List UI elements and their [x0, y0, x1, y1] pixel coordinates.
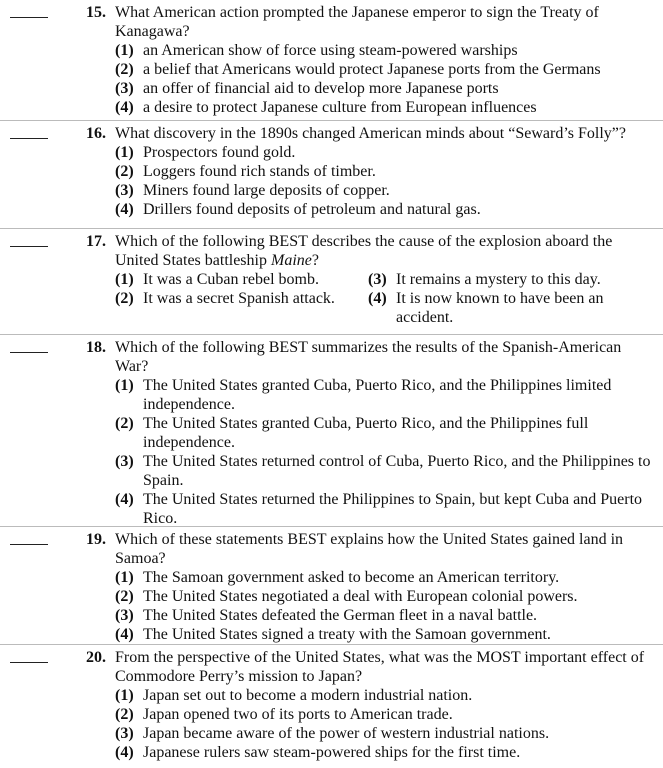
- option-text: The United States granted Cuba, Puerto Rico, and the Philippines full independence.: [143, 415, 589, 451]
- stem-text: What American action prompted the Japanese emperor to sign the Treaty of Kanagawa?: [115, 4, 599, 40]
- option-label: (3): [115, 607, 134, 624]
- answer-option: [115, 289, 368, 327]
- option-text: The United States returned control of Cuba, Puerto Rico, and the Philippines to Spain.: [143, 453, 651, 489]
- option-text: Drillers found deposits of petroleum and natural gas.: [143, 201, 481, 218]
- question: [0, 0, 663, 121]
- option-text: The United States returned the Philippines to Spain, but kept Cuba and Puerto Rico.: [143, 491, 643, 527]
- question-stem: [115, 338, 653, 376]
- answer-option: [115, 625, 653, 644]
- answer-option: [115, 705, 653, 724]
- option-text: Japanese rulers saw steam-powered ships for the first time.: [143, 744, 521, 761]
- answer-option: [368, 270, 653, 289]
- option-text: Japan opened two of its ports to American trade.: [143, 706, 453, 723]
- option-label: (4): [115, 99, 134, 116]
- option-label: (2): [115, 588, 134, 605]
- question-number: 17.: [86, 233, 106, 250]
- option-text: The United States granted Cuba, Puerto Rico, and the Philippines limited independence.: [143, 377, 612, 413]
- option-text: The United States defeated the German fleet in a naval battle.: [143, 607, 538, 624]
- option-label: (1): [115, 687, 134, 704]
- question-number: 15.: [86, 4, 106, 21]
- answer-option: [115, 270, 368, 289]
- option-text: Loggers found rich stands of timber.: [143, 163, 376, 180]
- answer-option: [115, 143, 653, 162]
- option-label: (1): [115, 42, 134, 59]
- answer-option: [115, 79, 653, 98]
- stem-text: Which of these statements BEST explains how the United States gained land in Samoa?: [115, 531, 624, 567]
- option-label: (4): [115, 491, 134, 508]
- stem-text: From the perspective of the United States, what was the MOST important effect of Commodore Perry’s mission to Japan?: [115, 649, 645, 685]
- answer-option: [115, 200, 653, 219]
- option-text: The United States signed a treaty with the Samoan government.: [143, 626, 551, 643]
- answer-option: [115, 41, 653, 60]
- option-text: It was a secret Spanish attack.: [143, 290, 335, 307]
- option-text: Japan became aware of the power of western industrial nations.: [143, 725, 550, 742]
- answer-options: [115, 143, 653, 219]
- answer-option: [115, 724, 653, 743]
- answer-option: [115, 162, 653, 181]
- question-stem: [115, 3, 653, 41]
- question-number: 18.: [86, 339, 106, 356]
- answer-options: [115, 41, 653, 117]
- answer-option: [115, 98, 653, 117]
- option-label: (2): [115, 163, 134, 180]
- option-label: (2): [115, 415, 134, 432]
- stem-end: ?: [311, 252, 319, 269]
- option-label: (1): [115, 377, 134, 394]
- stem-text: Which of the following BEST summarizes the results of the Spanish-American War?: [115, 339, 622, 375]
- stem-text: Which of the following BEST describes the cause of the explosion aboard the United States battleship: [115, 233, 613, 269]
- option-text: The Samoan government asked to become an American territory.: [143, 569, 560, 586]
- answer-options: [115, 376, 653, 528]
- option-text: The United States negotiated a deal with European colonial powers.: [143, 588, 578, 605]
- option-text: It was a Cuban rebel bomb.: [143, 271, 319, 288]
- question: [0, 527, 663, 645]
- option-label: (3): [115, 453, 134, 470]
- question-stem: [115, 530, 653, 568]
- option-text: It remains a mystery to this day.: [396, 271, 601, 288]
- answer-blank[interactable]: [10, 662, 48, 663]
- option-label: (4): [115, 744, 134, 761]
- answer-blank[interactable]: [10, 352, 48, 353]
- answer-blank[interactable]: [10, 544, 48, 545]
- option-label: (1): [115, 569, 134, 586]
- answer-option: [115, 414, 653, 452]
- question: [0, 229, 663, 335]
- question-stem: [115, 232, 653, 270]
- answer-option: [115, 587, 653, 606]
- option-text: an American show of force using steam-powered warships: [143, 42, 518, 59]
- answer-option: [115, 376, 653, 414]
- question-number: 16.: [86, 125, 106, 142]
- answer-option: [115, 60, 653, 79]
- question-number: 19.: [86, 531, 106, 548]
- answer-option: [115, 568, 653, 587]
- answer-blank[interactable]: [10, 246, 48, 247]
- option-text: Japan set out to become a modern industrial nation.: [143, 687, 473, 704]
- answer-option: [115, 490, 653, 528]
- stem-italic: Maine: [270, 252, 312, 269]
- answer-option: [115, 452, 653, 490]
- question-stem: [115, 648, 653, 686]
- option-label: (4): [368, 290, 387, 307]
- option-label: (3): [368, 271, 387, 288]
- option-text: Prospectors found gold.: [143, 144, 296, 161]
- option-label: (2): [115, 61, 134, 78]
- answer-options: [115, 686, 653, 762]
- option-label: (4): [115, 626, 134, 643]
- option-label: (3): [115, 80, 134, 97]
- option-text: a desire to protect Japanese culture from European influences: [143, 99, 537, 116]
- question-number: 20.: [86, 649, 106, 666]
- option-text: It is now known to have been an accident.: [396, 290, 604, 326]
- option-text: a belief that Americans would protect Japanese ports from the Germans: [143, 61, 601, 78]
- answer-options: [115, 270, 653, 327]
- option-text: an offer of financial aid to develop more Japanese ports: [143, 80, 499, 97]
- answer-option: [115, 686, 653, 705]
- option-label: (4): [115, 201, 134, 218]
- stem-text: What discovery in the 1890s changed American minds about “Seward’s Folly”?: [115, 125, 626, 142]
- question-stem: [115, 124, 653, 143]
- answer-option: [115, 181, 653, 200]
- question: [0, 645, 663, 768]
- answer-option: [368, 289, 653, 327]
- answer-options: [115, 568, 653, 644]
- question: [0, 335, 663, 527]
- answer-blank[interactable]: [10, 138, 48, 139]
- option-label: (3): [115, 182, 134, 199]
- option-label: (3): [115, 725, 134, 742]
- option-label: (1): [115, 271, 134, 288]
- answer-option: [115, 743, 653, 762]
- question: [0, 121, 663, 229]
- answer-blank[interactable]: [10, 17, 48, 18]
- option-label: (2): [115, 706, 134, 723]
- option-text: Miners found large deposits of copper.: [143, 182, 390, 199]
- answer-option: [115, 606, 653, 625]
- option-label: (1): [115, 144, 134, 161]
- option-label: (2): [115, 290, 134, 307]
